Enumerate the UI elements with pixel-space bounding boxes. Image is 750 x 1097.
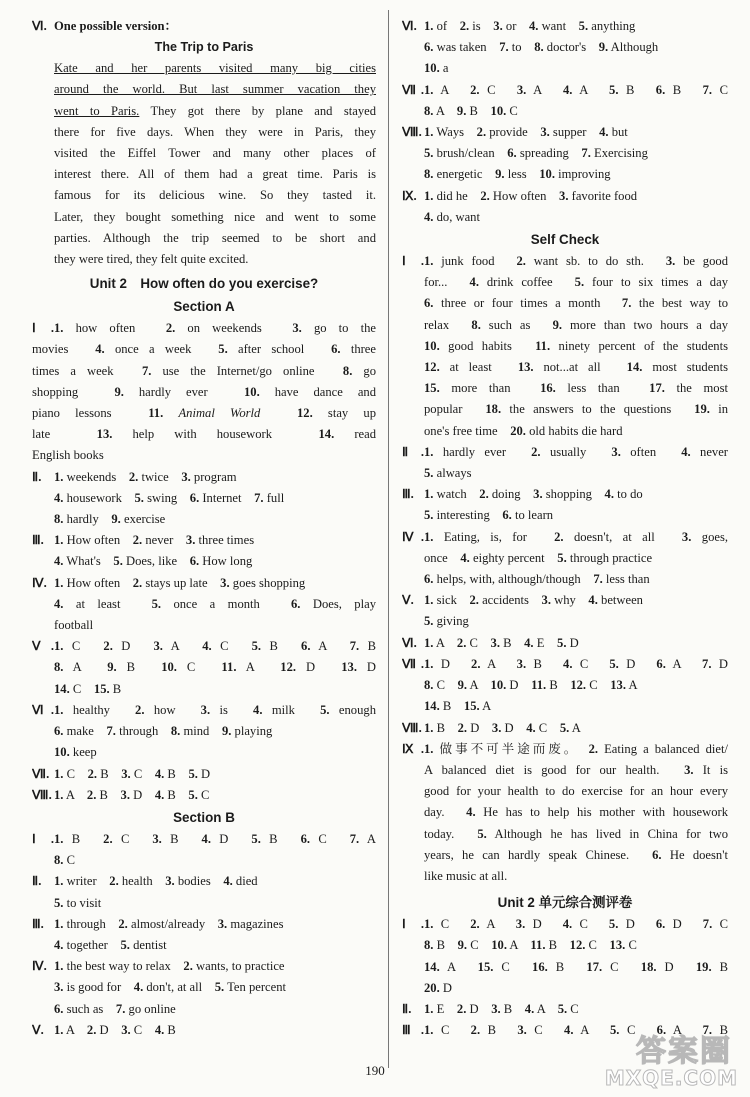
essay-line: Kate and her parents visited many big cities bbox=[54, 61, 376, 76]
essay-line: there for five days. When they were in Paris, they bbox=[54, 124, 376, 139]
answer-block-b3: Ⅲ. 1. through 2. almost/already 3. magazines 4. together 5. dentist bbox=[32, 916, 284, 952]
self-check-block-7: Ⅶ.1. D 2. A 3. B 4. C 5. D 6. A 7. D 8. C 9. A 10. D 11. B 12. C 13. A 14. B 15. A bbox=[402, 656, 728, 714]
answer-block-b5: Ⅴ. 1. A 2. D 3. C 4. B bbox=[32, 1022, 176, 1037]
watermark-url: MXQE.COM bbox=[604, 1066, 738, 1090]
answer-block-8: Ⅷ. 1. A 2. B 3. D 4. B 5. C bbox=[32, 787, 210, 802]
essay-line: around the world. But last summer vacation they bbox=[54, 82, 376, 97]
answer-block-1: Ⅰ.1. how often 2. on weekends 3. go to the movies 4. once a week 5. after school 6. three times a week 7. use the Internet/go online 8. go shopping 9. hardly ever 10. have dance and piano lessons 11. Animal World 12. stay up late 13. help with housework 14. read English books bbox=[32, 321, 376, 463]
unit-test-heading: Unit 2 单元综合测评卷 bbox=[497, 895, 633, 911]
test-block-2: Ⅱ. 1. E 2. D 3. B 4. A 5. C bbox=[402, 1001, 579, 1016]
essay-line: went to Paris. They got there by plane and stayed bbox=[54, 103, 376, 118]
answer-block-7: Ⅶ. 1. C 2. B 3. C 4. B 5. D bbox=[32, 766, 211, 781]
self-check-block-8: Ⅷ. 1. B 2. D 3. D 4. C 5. A bbox=[402, 720, 581, 735]
answer-block-b2: Ⅱ. 1. writer 2. health 3. bodies 4. died 5. to visit bbox=[32, 874, 258, 910]
essay-line: they were tired, they felt quite excited. bbox=[54, 252, 249, 267]
version-heading: Ⅵ. One possible version： bbox=[32, 19, 178, 33]
essay-title: The Trip to Paris bbox=[154, 40, 254, 55]
essay bbox=[32, 58, 376, 270]
page-number: 190 bbox=[365, 1063, 385, 1078]
self-check-block-4: Ⅳ.1. Eating, is, for 2. doesn't, at all 3. goes, once 4. eighty percent 5. through practice 6. helps, with, although/though 7. less than bbox=[402, 529, 728, 587]
answer-block-b4: Ⅳ. 1. the best way to relax 2. wants, to practice 3. is good for 4. don't, at all 5. Ten percent 6. such as 7. go online bbox=[32, 959, 287, 1016]
essay-line: famous for its delicious wine. So they tasted it. bbox=[54, 188, 376, 203]
test-block-3: Ⅲ.1. C 2. B 3. C 4. A 5. C 6. A 7. B bbox=[402, 1023, 728, 1038]
answer-block-2: Ⅱ. 1. weekends 2. twice 3. program 4. housework 5. swing 6. Internet 7. full 8. hardly 9. exercise bbox=[32, 469, 285, 527]
self-check-block-2: Ⅱ.1. hardly ever 2. usually 3. often 4. never 5. always bbox=[402, 444, 728, 481]
right-column bbox=[402, 16, 728, 1041]
answer-block-4: Ⅳ. 1. How often 2. stays up late 3. goes shopping 4. at least 5. once a month 6. Does, play football bbox=[32, 575, 376, 633]
essay-line: interest there. All of them had a great time. Paris is bbox=[54, 167, 376, 182]
essay-line: Later, they bought something nice and went to some bbox=[54, 209, 376, 224]
unit-title: Unit 2 How often do you exercise? bbox=[89, 276, 319, 292]
left-column bbox=[32, 16, 376, 1041]
self-check-block-5: Ⅴ. 1. sick 2. accidents 3. why 4. between 5. giving bbox=[402, 593, 643, 629]
self-check-block-6: Ⅵ. 1. A 2. C 3. B 4. E 5. D bbox=[402, 635, 579, 650]
test-block-1: Ⅰ.1. C 2. A 3. D 4. C 5. D 6. D 7. C 8. B 9. C 10. A 11. B 12. C 13. C 14. A 15. C 16. B 17. C 18. D 19. B 20. D bbox=[402, 917, 728, 995]
self-check-block-3: Ⅲ. 1. watch 2. doing 3. shopping 4. to do 5. interesting 6. to learn bbox=[402, 487, 643, 523]
section-a-heading: Section A bbox=[173, 299, 235, 315]
section-b-heading: Section B bbox=[173, 809, 235, 825]
answer-block-b8: Ⅷ. 1. Ways 2. provide 3. supper 4. but 5. brush/clean 6. spreading 7. Exercising 8. energetic 9. less 10. improving bbox=[402, 125, 648, 182]
answer-block-6: Ⅵ.1. healthy 2. how 3. is 4. milk 5. enough 6. make 7. through 8. mind 9. playing 10. keep bbox=[32, 702, 376, 760]
answer-block-b1: Ⅰ.1. B 2. C 3. B 4. D 5. B 6. C 7. A 8. C bbox=[32, 831, 376, 868]
answer-block-b6: Ⅵ. 1. of 2. is 3. or 4. want 5. anything 6. was taken 7. to 8. doctor's 9. Although 10. a bbox=[402, 19, 659, 76]
answer-block-b9: Ⅸ. 1. did he 2. How often 3. favorite food 4. do, want bbox=[402, 188, 638, 224]
essay-line: visited the Eiffel Tower and many other places of bbox=[54, 146, 376, 161]
answer-block-5: Ⅴ.1. C 2. D 3. A 4. C 5. B 6. A 7. B 8. A 9. B 10. C 11. A 12. D 13. D 14. C 15. B bbox=[32, 639, 376, 696]
self-check-block-1: Ⅰ.1. junk food 2. want sb. to do sth. 3. be good for... 4. drink coffee 5. four to six times a day 6. three or four times a month 7. the best way to relax 8. such as 9. more than two hours a day 10. good habits 11. ninety percent of the students 12. at least 13. not...at all 14. most students 15. more than 16. less than 17. the most popular 18. the answers to the questions 19. in one's free time 20. old habits die hard bbox=[402, 254, 728, 438]
answer-block-3: Ⅲ. 1. How often 2. never 3. three times 4. What's 5. Does, like 6. How long bbox=[32, 533, 255, 569]
watermark-text: 答案圈 bbox=[636, 1034, 732, 1069]
essay-line: parties. Although the trip seemed to be short and bbox=[54, 230, 376, 245]
column-divider bbox=[388, 10, 389, 1068]
answer-block-b7: Ⅶ.1. A 2. C 3. A 4. A 5. B 6. B 7. C 8. A 9. B 10. C bbox=[402, 82, 728, 118]
self-check-block-9: Ⅸ.1. 做事不可半途而废。 2. Eating a balanced diet/ A balanced diet is good for our health. 3. It is good for your health to do exercise for an hour every day. 4. He has to help his mother with housework today. 5. Although he has lived in China for two years, he can hardly speak Chinese. 6. He doesn't like music at all. bbox=[402, 741, 728, 883]
self-check-heading: Self Check bbox=[530, 232, 600, 248]
